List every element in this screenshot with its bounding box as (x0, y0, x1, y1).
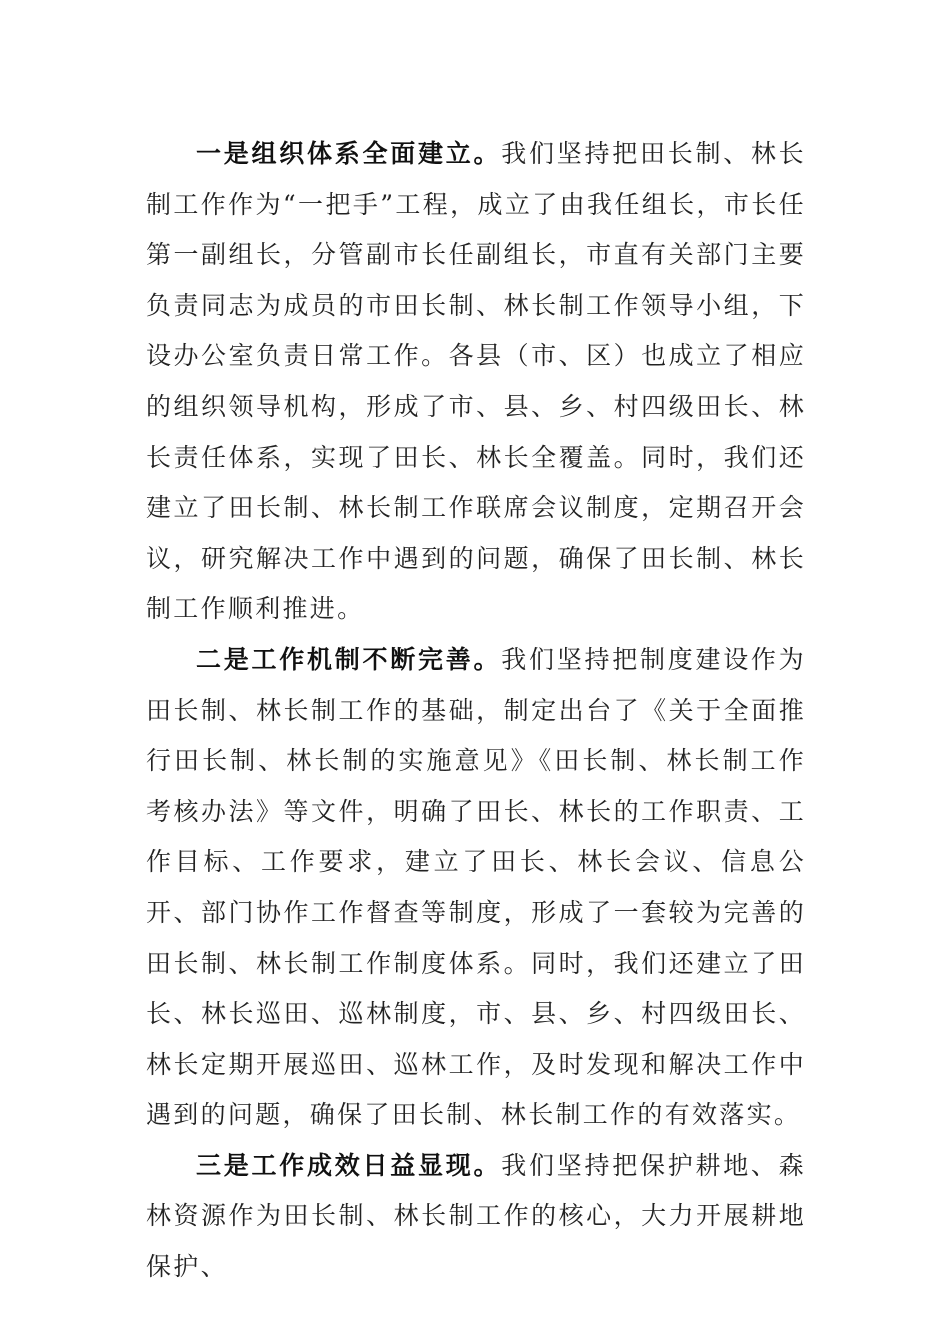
paragraph-lead-heading: 二是工作机制不断完善。 (196, 644, 502, 674)
paragraph-organization-system (146, 129, 806, 635)
paragraph-body-text: 我们坚持把制度建设作为田长制、林长制工作的基础，制定出台了《关于全面推行田长制、林长制的实施意见》《田长制、林长制工作考核办法》等文件，明确了田长、林长的工作职责、工作目标、工作要求，建立了田长、林长会议、信息公开、部门协作工作督查等制度，形成了一套较为完善的田长制、林长制工作制度体系。同时，我们还建立了田长、林长巡田、巡林制度，市、县、乡、村四级田长、林长定期开展巡田、巡林工作，及时发现和解决工作中遇到的问题，确保了田长制、林长制工作的有效落实。 (146, 644, 806, 1130)
paragraph-work-mechanism (146, 635, 806, 1141)
paragraph-lead-heading: 三是工作成效日益显现。 (196, 1150, 502, 1180)
paragraph-body-text: 我们坚持把田长制、林长制工作作为“一把手”工程，成立了由我任组长，市长任第一副组长，分管副市长任副组长，市直有关部门主要负责同志为成员的市田长制、林长制工作领导小组，下设办公室负责日常工作。各县（市、区）也成立了相应的组织领导机构，形成了市、县、乡、村四级田长、林长责任体系，实现了田长、林长全覆盖。同时，我们还建立了田长制、林长制工作联席会议制度，定期召开会议，研究解决工作中遇到的问题，确保了田长制、林长制工作顺利推进。 (146, 139, 806, 624)
paragraph-work-results (146, 1141, 806, 1293)
paragraph-body-text: 我们坚持把保护耕地、森林资源作为田长制、林长制工作的核心，大力开展耕地保护、 (146, 1150, 806, 1282)
document-body (146, 129, 806, 1293)
paragraph-lead-heading: 一是组织体系全面建立。 (196, 139, 502, 168)
